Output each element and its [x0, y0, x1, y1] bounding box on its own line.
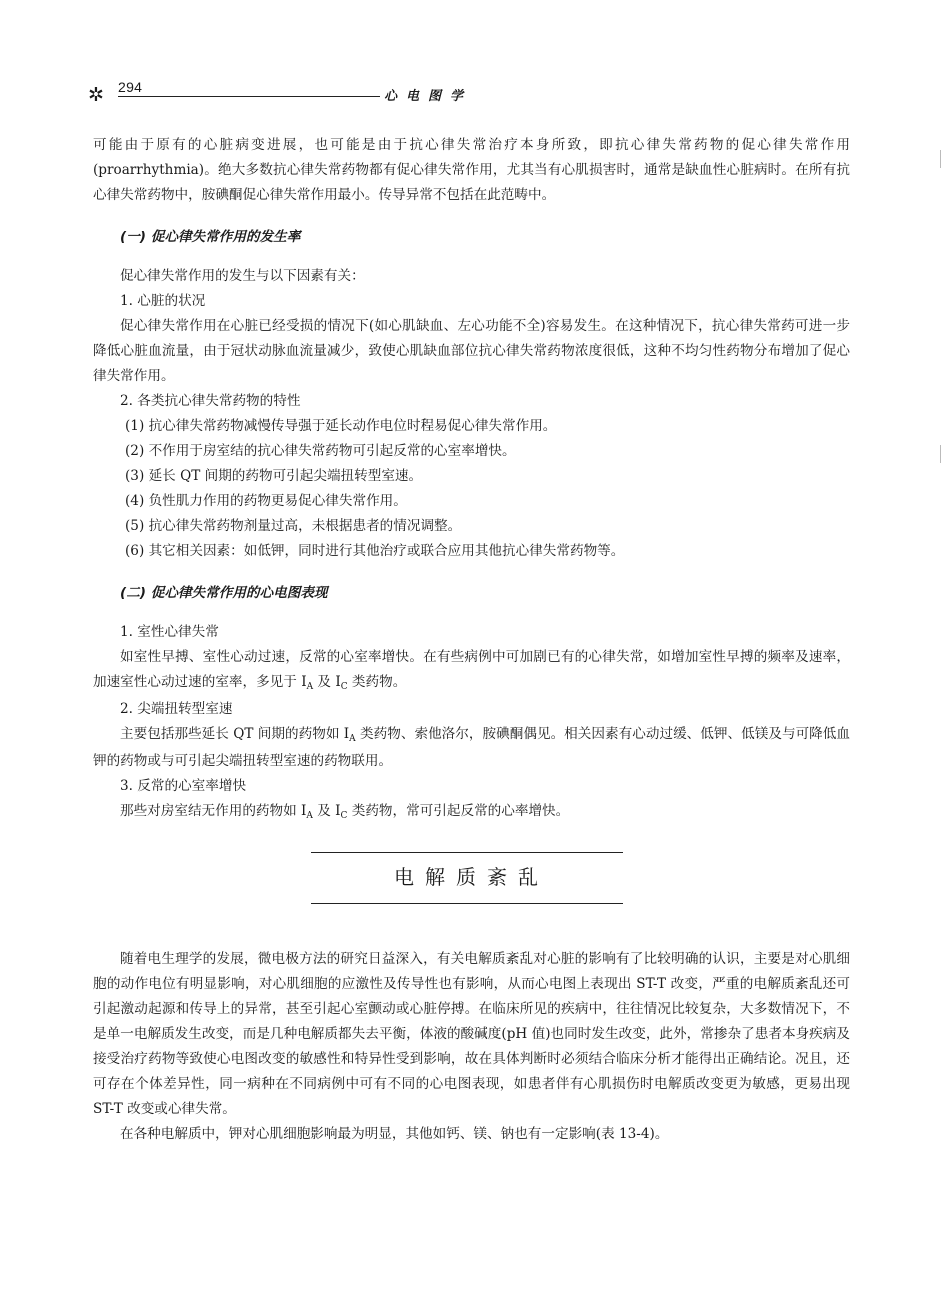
- ventricular-arrhythmia-text: 如室性早搏、室性心动过速，反常的心室率增快。在有些病例中可加剧已有的心律失常，如增加室性早搏的频率及速率，加速室性心动过速的室率，多见于 $I_A$ 及 $I_C$ 类药物。: [93, 649, 850, 692]
- header-rule: [118, 96, 380, 97]
- running-header: [88, 79, 473, 110]
- subheading-ventricular-arrhythmia: 1. 室性心律失常: [120, 624, 219, 640]
- scan-margin-mark: [940, 150, 941, 168]
- intro-paragraph: 可能由于原有的心脏病变进展，也可能是由于抗心律失常治疗本身所致，即抗心律失常药物的促心律失常作用(proarrhythmia)。绝大多数抗心律失常药物都有促心律失常作用，尤其当有心肌损害时，通常是缺血性心脏病时。在所有抗心律失常药物中，胺碘酮促心律失常作用最小。传导异常不包括在此范畴中。: [93, 137, 850, 203]
- chapter-rule-bottom: [311, 903, 623, 904]
- list-item: (5) 抗心律失常药物剂量过高，未根据患者的情况调整。: [125, 518, 462, 534]
- list-item: (3) 延长 QT 间期的药物可引起尖端扭转型室速。: [125, 468, 423, 484]
- electrolyte-paragraph-2: 在各种电解质中，钾对心肌细胞影响最为明显，其他如钙、镁、钠也有一定影响(表 13-4)。: [120, 1126, 669, 1142]
- list-item: (6) 其它相关因素：如低钾，同时进行其他治疗或联合应用其他抗心律失常药物等。: [125, 543, 625, 559]
- star-ornament-icon: ✲: [88, 84, 104, 106]
- section-heading-incidence: (一) 促心律失常作用的发生率: [120, 229, 301, 245]
- section1-lead: 促心律失常作用的发生与以下因素有关：: [120, 268, 365, 284]
- scan-margin-mark: [940, 445, 941, 463]
- paradoxical-rate-text: 那些对房室结无作用的药物如 $I_A$ 及 $I_C$ 类药物，常可引起反常的心率增快。: [120, 803, 570, 821]
- list-item: (2) 不作用于房室结的抗心律失常药物可引起反常的心室率增快。: [125, 443, 516, 459]
- subheading-torsades: 2. 尖端扭转型室速: [120, 701, 233, 717]
- chapter-rule-top: [311, 852, 623, 853]
- page-number: 294: [118, 79, 143, 95]
- torsades-text: 主要包括那些延长 QT 间期的药物如 $I_A$ 类药物、索他洛尔，胺碘酮偶见。相关因素有心动过缓、低钾、低镁及与可降低血钾的药物或与可引起尖端扭转型室速的药物联用。: [93, 726, 851, 769]
- electrolyte-paragraph-1: 随着电生理学的发展，微电极方法的研究日益深入，有关电解质紊乱对心脏的影响有了比较明确的认识，主要是对心肌细胞的动作电位有明显影响，对心肌细胞的应激性及传导性也有影响，从而心电图上表现出 ST-T 改变，严重的电解质紊乱还可引起激动起源和传导上的异常，甚至引起心室颤动或心脏停搏。在临床所见的疾病中，往往情况比较复杂，大多数情况下，不是单一电解质发生改变，而是几种电解质都失去平衡，体液的酸碱度(pH 值)也同时发生改变，此外，常掺杂了患者本身疾病及接受治疗药物等致使心电图改变的敏感性和特异性受到影响，故在具体判断时必须结合临床分析才能得出正确结论。况且，还可存在个体差异性，同一病种在不同病例中可有不同的心电图表现，如患者伴有心肌损伤时电解质改变更为敏感，更易出现 ST-T 改变或心律失常。: [93, 951, 850, 1117]
- page-content: [93, 133, 850, 1147]
- heart-condition-text: 促心律失常作用在心脏已经受损的情况下(如心肌缺血、左心功能不全)容易发生。在这种情况下，抗心律失常药可进一步降低心脏血流量，由于冠状动脉血流量减少，致使心肌缺血部位抗心律失常药物浓度很低，这种不均匀性药物分布增加了促心律失常作用。: [93, 318, 850, 384]
- subheading-heart-condition: 1. 心脏的状况: [120, 293, 206, 309]
- subheading-drug-properties: 2. 各类抗心律失常药物的特性: [120, 393, 301, 409]
- subheading-paradoxical-rate: 3. 反常的心室率增快: [120, 778, 247, 794]
- list-item: (1) 抗心律失常药物减慢传导强于延长动作电位时程易促心律失常作用。: [125, 418, 557, 434]
- chapter-heading-block: [93, 852, 850, 930]
- list-item: (4) 负性肌力作用的药物更易促心律失常作用。: [125, 493, 407, 509]
- section-heading-ecg-manifestation: (二) 促心律失常作用的心电图表现: [120, 585, 328, 601]
- chapter-title: 电解质紊乱: [394, 865, 549, 889]
- book-title: 心电图学: [384, 89, 473, 104]
